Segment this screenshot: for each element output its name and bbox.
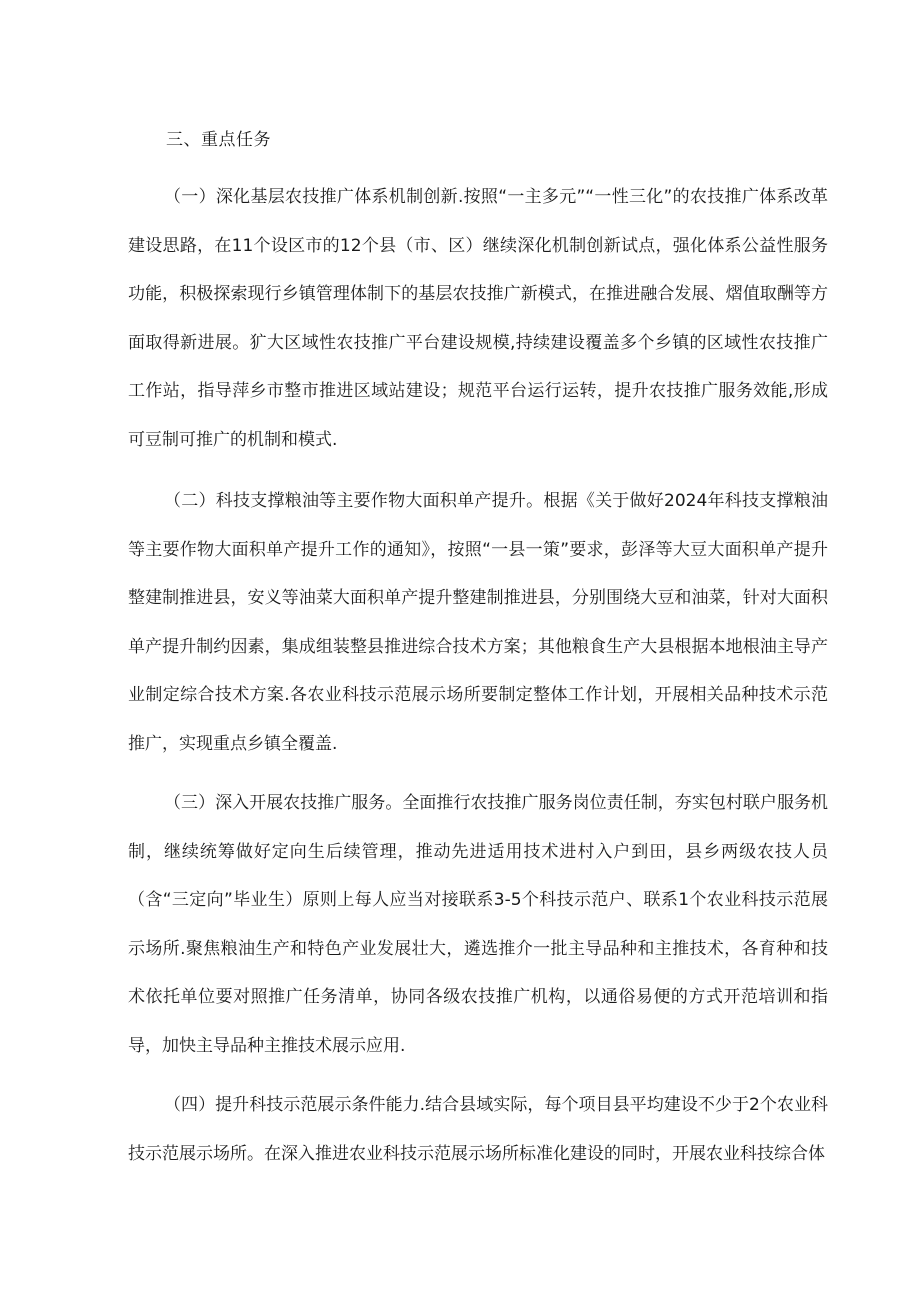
paragraph-4: （四）提升科技示范展示条件能力.结合县域实际，每个项目县平均建设不少于2个农业科技示范展示场所。在深入推进农业科技示范展示场所标准化建设的同时，开展农业科技综合体 [128,1095,828,1164]
paragraph-2: （二）科技支撑粮油等主要作物大面积单产提升。根据《关于做好2024年科技支撑粮油等主要作物大面积单产提升工作的通知》，按照“一县一策”要求，彭泽等大豆大面积单产提升整建制推进县，安义等油菜大面积单产提升整建制推进县，分别围绕大豆和油菜，针对大面积单产提升制约因素，集成组装整县推进综合技术方案；其他粮食生产大县根据本地根油主导产业制定综合技术方案.各农业科技示范展示场所要制定整体工作计划，开展相关品种技术示范推广，实现重点乡镇全覆盖. [128,491,828,754]
section-heading: 三、重点任务 [166,130,271,150]
paragraph-3: （三）深入开展农技推广服务。全面推行农技推广服务岗位责任制，夯实包村联户服务机制，继续统筹做好定向生后续管理，推动先进适用技术进村入户到田，县乡两级农技人员（含“三定向”毕业生）原则上每人应当对接联系3-5个科技示范户、联系1个农业科技示范展示场所.聚焦粮油生产和特色产业发展壮大，遴选推介一批主导品种和主推技术，各育种和技术依托单位要对照推广任务清单，协同各级农技推广机构，以通俗易便的方式开范培训和指导，加快主导品种主推技术展示应用. [128,793,828,1056]
paragraph-1: （一）深化基层农技推广体系机制创新.按照“一主多元”“一性三化”的农技推广体系改革建设思路，在11个设区市的12个县（市、区）继续深化机制创新试点，强化体系公益性服务功能，积极探索现行乡镇管理体制下的基层农技推广新模式，在推进融合发展、熠值取酬等方面取得新进展。犷大区域性农技推广平台建设规模,持续建设覆盖多个乡镇的区域性农技推广工作站，指导萍乡市整市推进区域站建设；规范平台运行运转，提升农技推广服务效能,形成可豆制可推广的机制和模式. [128,187,828,450]
